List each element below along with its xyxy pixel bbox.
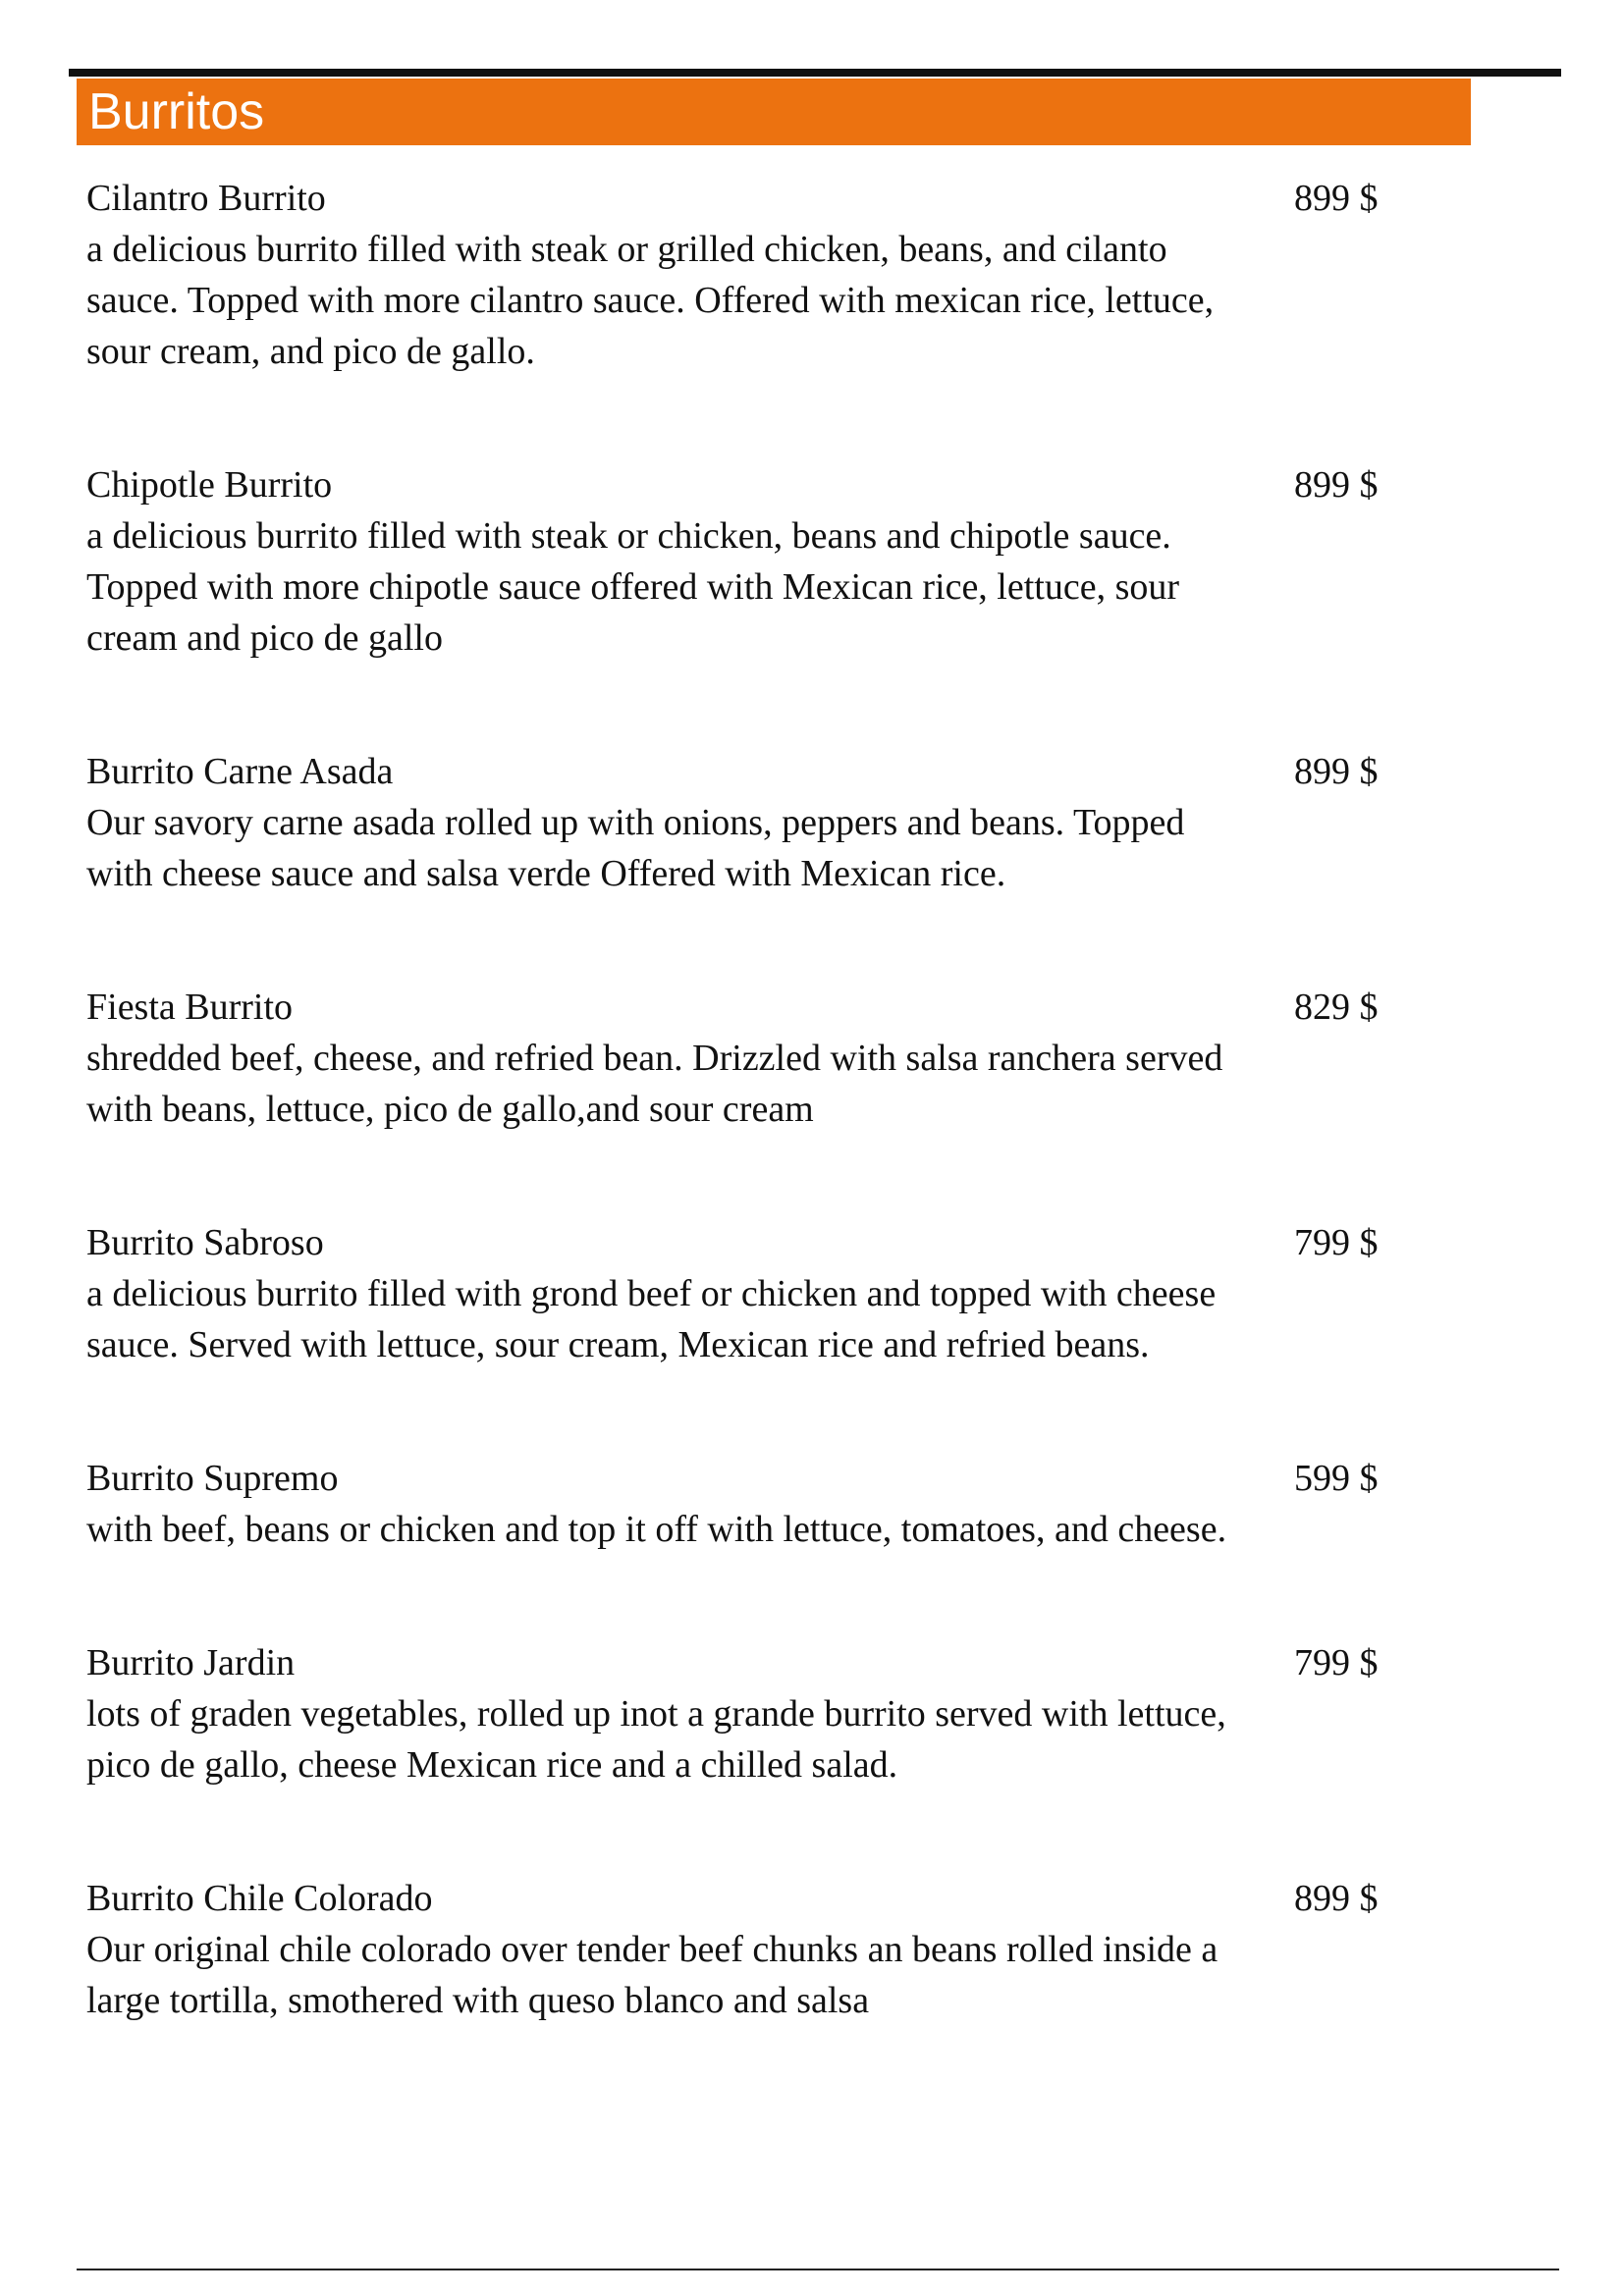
menu-item-burrito-carne-asada (86, 746, 1402, 899)
item-price: 899 $ (1294, 1878, 1379, 1919)
item-description: a delicious burrito filled with steak or grilled chicken, beans, and cilanto sauce. Topped with more cilantro sauce. Offered with mexican rice, lettuce, sour cream, and pico de gallo. (86, 229, 1215, 372)
bottom-divider (77, 2269, 1559, 2270)
menu-item-burrito-supremo (86, 1453, 1402, 1555)
menu-item-cilantro-burrito (86, 173, 1402, 377)
item-description: a delicious burrito filled with steak or chicken, beans and chipotle sauce. Topped with more chipotle sauce offered with Mexican rice, lettuce, sour cream and pico de gallo (86, 515, 1180, 659)
item-price: 829 $ (1294, 987, 1379, 1028)
item-description: with beef, beans or chicken and top it off with lettuce, tomatoes, and cheese. (86, 1509, 1227, 1550)
item-name: Burrito Sabroso (86, 1222, 324, 1263)
item-name: Fiesta Burrito (86, 987, 294, 1028)
item-name: Burrito Supremo (86, 1458, 339, 1499)
item-description: Our savory carne asada rolled up with onions, peppers and beans. Topped with cheese sauce and salsa verde Offered with Mexican rice. (86, 802, 1185, 894)
menu-item-burrito-sabroso (86, 1217, 1402, 1370)
item-price: 899 $ (1294, 464, 1379, 506)
item-description: shredded beef, cheese, and refried bean. Drizzled with salsa ranchera served with beans, lettuce, pico de gallo,and sour cream (86, 1038, 1223, 1130)
top-divider (69, 69, 1561, 77)
menu-item-fiesta-burrito (86, 982, 1402, 1135)
item-price: 799 $ (1294, 1222, 1379, 1263)
menu-item-burrito-jardin (86, 1637, 1402, 1790)
item-name: Burrito Chile Colorado (86, 1878, 433, 1919)
item-description: Our original chile colorado over tender beef chunks an beans rolled inside a large tortilla, smothered with queso blanco and salsa (86, 1929, 1218, 2021)
menu-item-chipotle-burrito (86, 459, 1402, 664)
item-name: Burrito Jardin (86, 1642, 296, 1683)
item-price: 899 $ (1294, 751, 1379, 792)
item-price: 799 $ (1294, 1642, 1379, 1683)
item-name: Cilantro Burrito (86, 178, 326, 219)
item-description: a delicious burrito filled with grond beef or chicken and topped with cheese sauce. Served with lettuce, sour cream, Mexican rice and refried beans. (86, 1273, 1217, 1365)
item-name: Burrito Carne Asada (86, 751, 394, 792)
item-price: 899 $ (1294, 178, 1379, 219)
item-name: Chipotle Burrito (86, 464, 333, 506)
item-description: lots of graden vegetables, rolled up inot a grande burrito served with lettuce, pico de gallo, cheese Mexican rice and a chilled salad. (86, 1693, 1226, 1786)
menu-item-burrito-chile-colorado (86, 1873, 1402, 2026)
section-header-burritos (77, 79, 1471, 145)
item-price: 599 $ (1294, 1458, 1379, 1499)
menu-list (86, 173, 1402, 2026)
section-title: Burritos (88, 83, 265, 140)
